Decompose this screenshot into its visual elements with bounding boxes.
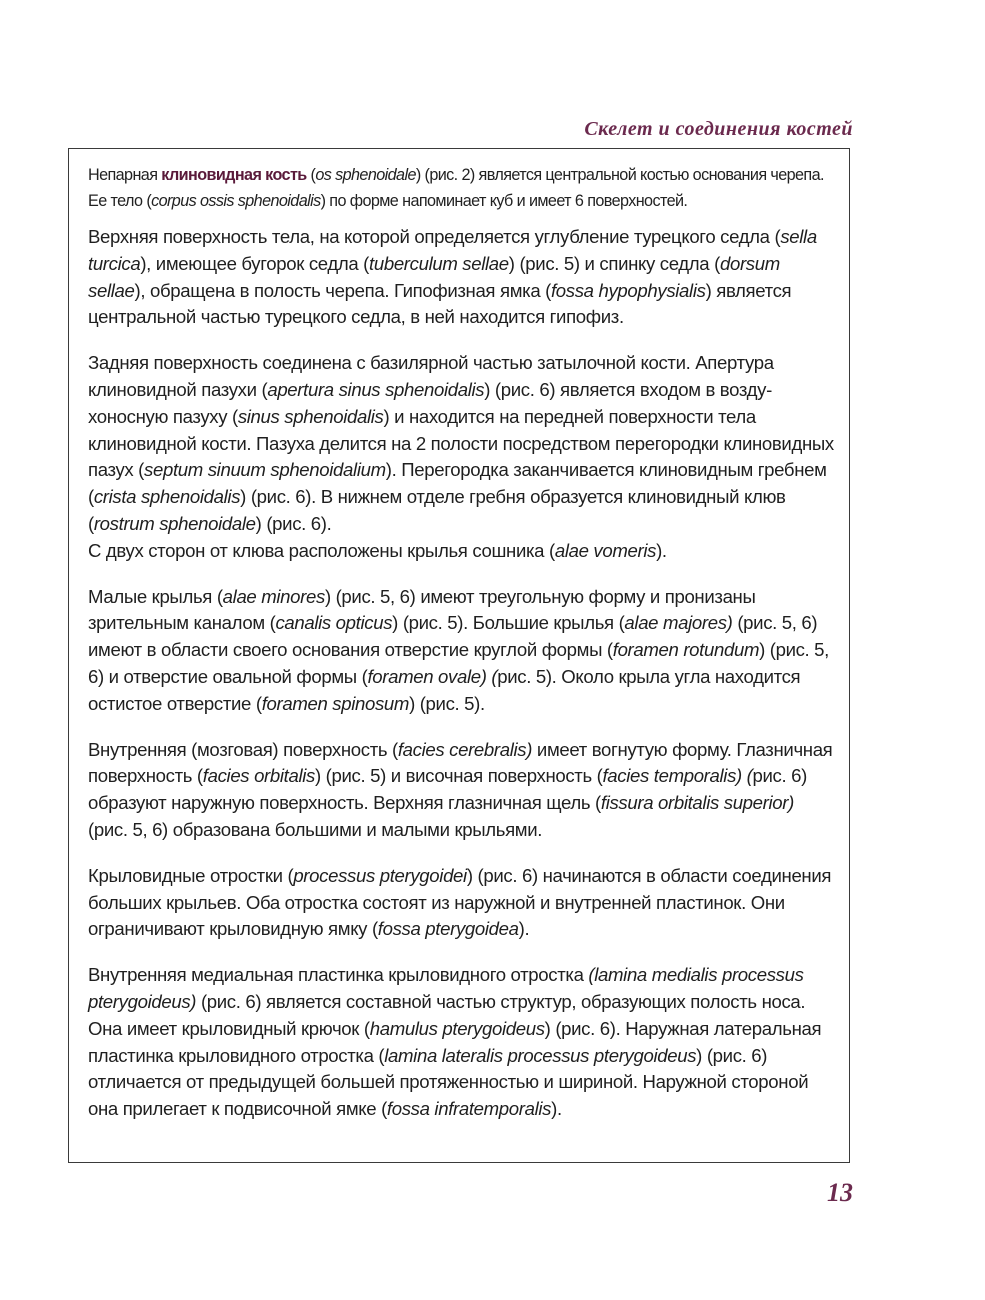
text-run: Верхняя поверхность тела, на которой определяется углубление турецкого седла ( <box>88 226 781 247</box>
text-run: ), обращена в полость черепа. Гипофизная ямка ( <box>134 279 551 301</box>
running-header: Скелет и соединения костей <box>584 118 853 140</box>
text-run: ). <box>518 918 530 940</box>
latin-term: facies cerebralis) <box>397 738 533 760</box>
text-run: ) (рис. 5, 6) имеют треугольную форму и пронизаны зрительным каналом ( <box>88 585 756 634</box>
text-run: ) (рис. 6). В нижнем отделе гребня образуется клиновидный клюв ( <box>88 486 786 534</box>
text-run: Крыловидные отростки ( <box>88 864 294 886</box>
paragraph-posterior-surface <box>88 350 836 564</box>
latin-term: alae minores <box>222 585 325 607</box>
intro-text: ) (рис. 2) является центральной костью основания черепа. Ее тело ( <box>88 166 824 210</box>
latin-term: sinus sphenoidalis <box>237 405 384 427</box>
intro-latin: corpus ossis sphenoidalis <box>151 192 321 210</box>
text-run: Внутренняя медиальная пластинка крыловидного отростка <box>88 964 589 986</box>
text-run: ) (рис. 6) является входом в воздухоносную пазуху ( <box>88 378 773 427</box>
text-run: ) (рис. 5). Большие крылья ( <box>392 612 625 634</box>
text-run: ) (рис. 6). Наружная латеральная пластинка крыловидного отростка ( <box>88 1017 822 1066</box>
latin-term: canalis opticus <box>275 612 393 634</box>
text-run: ). <box>551 1098 562 1120</box>
text-run: ) (рис. 5) и спинку седла ( <box>508 252 720 274</box>
text-run: ) (рис. 6) отличается от предыдущей большей протяженностью и шириной. Наружной стороной она прилегает к подвисочной ямке ( <box>88 1044 809 1120</box>
text-run: Малые крылья ( <box>88 585 223 607</box>
latin-term: foramen rotundum <box>612 639 760 661</box>
latin-term: sella turcica <box>88 226 817 274</box>
text-run: рис. 5). Около крыла угла находится остистое отверстие ( <box>88 665 801 714</box>
latin-term: septum sinuum sphenoidalium <box>144 459 386 481</box>
text-run: (рис. 5, 6) имеют в области своего основания отверстие круглой формы ( <box>88 612 818 661</box>
latin-term: hamulus pterygoideus <box>369 1017 545 1039</box>
text-run: ) и находится на передней поверхности тела клиновидной кости. Пазуха делится на 2 полости посредством перегородки клиновидных пазух ( <box>88 405 834 481</box>
latin-term: (lamina medialis processus pterygoideus) <box>88 964 804 1012</box>
paragraph-upper-surface <box>88 224 836 331</box>
paragraph-pterygoid-processes <box>88 863 836 943</box>
text-run: ). <box>656 539 667 561</box>
text-run: Внутренняя (мозговая) поверхность ( <box>88 738 398 760</box>
text-run: ), имеющее бугорок седла ( <box>140 252 370 274</box>
intro-text: ) по форме напоминает куб и имеет 6 поверхностей. <box>320 192 688 210</box>
text-run: (рис. 6) является составной частью структур, образующих полость носа. Она имеет крыловидный крючок ( <box>88 990 806 1039</box>
intro-paragraph <box>88 162 836 214</box>
latin-term: fossa hypophysialis <box>550 279 706 301</box>
latin-term: fossa infratemporalis <box>386 1098 552 1120</box>
text-run: С двух сторон от клюва расположены крылья сошника ( <box>88 539 555 561</box>
paragraph-inner-surface <box>88 737 836 844</box>
text-run: ) является центральной частью турецкого седла, в ней находится гипофиз. <box>88 279 792 328</box>
latin-term: tuberculum sellae <box>369 252 509 274</box>
latin-term: dorsum sellae <box>88 252 780 301</box>
latin-term: lamina lateralis processus pterygoideus <box>384 1044 697 1066</box>
intro-latin: os sphenoidale <box>315 166 416 184</box>
text-run: имеет вогнутую форму. Глазничная поверхность ( <box>88 738 833 787</box>
paragraph-pterygoid-plates <box>88 962 836 1123</box>
latin-term: alae vomeris <box>554 539 657 561</box>
latin-term: facies temporalis) ( <box>602 765 753 787</box>
latin-term: rostrum sphenoidale <box>93 512 256 534</box>
latin-term: facies orbitalis <box>202 765 315 787</box>
intro-text: ( <box>306 166 316 184</box>
text-run: ) (рис. 5, 6) и отверстие овальной формы ( <box>88 639 829 687</box>
latin-term: alae majores) <box>624 612 733 634</box>
text-run: ). Перегородка заканчивается клиновидным гребнем ( <box>88 459 827 508</box>
latin-term: fossa pterygoidea <box>377 918 519 940</box>
text-run: (рис. 5, 6) образована большими и малыми крыльями. <box>88 818 543 840</box>
latin-term: crista sphenoidalis <box>93 486 241 508</box>
intro-text: Непарная <box>88 166 162 184</box>
latin-term: apertura sinus sphenoidalis <box>267 378 485 400</box>
latin-term: foramen ovale) ( <box>367 665 498 687</box>
intro-term-bold: клиновидная кость <box>161 166 307 184</box>
main-content <box>88 162 836 1142</box>
latin-term: foramen spinosum <box>261 692 410 714</box>
paragraph-wings <box>88 584 836 718</box>
latin-term: fissura orbitalis superior) <box>600 792 794 814</box>
text-run: рис. 6) образуют наружную поверхность. Верхняя глазничная щель ( <box>88 765 807 814</box>
page-number: 13 <box>827 1178 853 1207</box>
text-run: ) (рис. 6) начинаются в области соединения больших крыльев. Оба отростка состоят из наружной и внутренней пластинок. Они ограничивают крыловидную ямку ( <box>88 864 832 940</box>
text-run: ) (рис. 5) и височная поверхность ( <box>315 765 603 787</box>
text-run: ) (рис. 5). <box>409 692 485 714</box>
latin-term: processus pterygoidei <box>293 864 467 886</box>
text-run: ) (рис. 6). <box>255 512 332 534</box>
text-run: Задняя поверхность соединена с базилярной частью затылочной кости. Апертура клиновидной пазухи ( <box>88 352 774 400</box>
